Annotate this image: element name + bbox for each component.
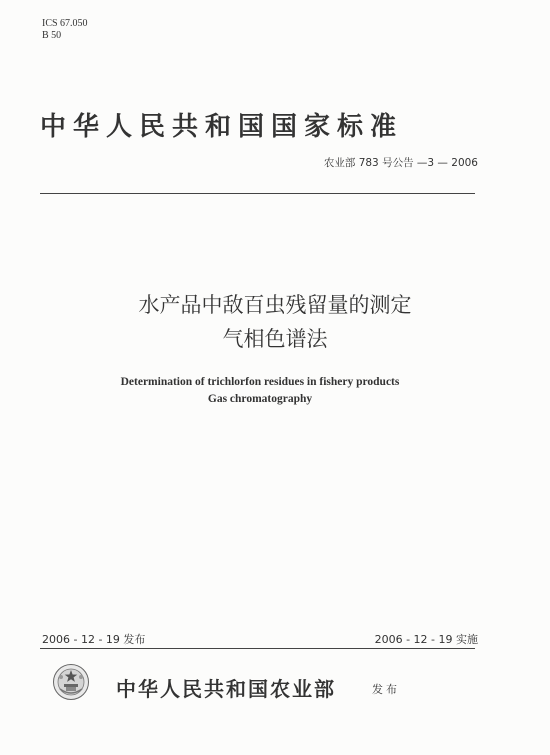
english-title-line2: Gas chromatography [207, 393, 313, 405]
issue-date: 2006 - 12 - 19 发布 [42, 633, 146, 646]
bottom-divider [40, 648, 475, 649]
classification-codes [42, 18, 88, 42]
national-emblem-icon [52, 663, 90, 701]
issuing-ministry: 中华人民共和国农业部 [116, 677, 336, 701]
chinese-title-line2: 气相色谱法 [222, 327, 328, 351]
chinese-title [0, 288, 550, 356]
english-title [0, 374, 520, 408]
standard-type-title: 中华人民共和国国家标准 [40, 112, 404, 142]
english-title-line1: Determination of trichlorfon residues in fishery products [120, 376, 400, 388]
ccs-code: B 50 [42, 30, 62, 41]
chinese-title-line1: 水产品中敌百虫残留量的测定 [138, 293, 412, 317]
implementation-date: 2006 - 12 - 19 实施 [374, 633, 478, 646]
top-divider [40, 193, 475, 194]
standard-number: 农业部 783 号公告 —3 — 2006 [323, 157, 478, 169]
publish-label: 发布 [372, 683, 400, 696]
ics-code: ICS 67.050 [42, 18, 88, 29]
